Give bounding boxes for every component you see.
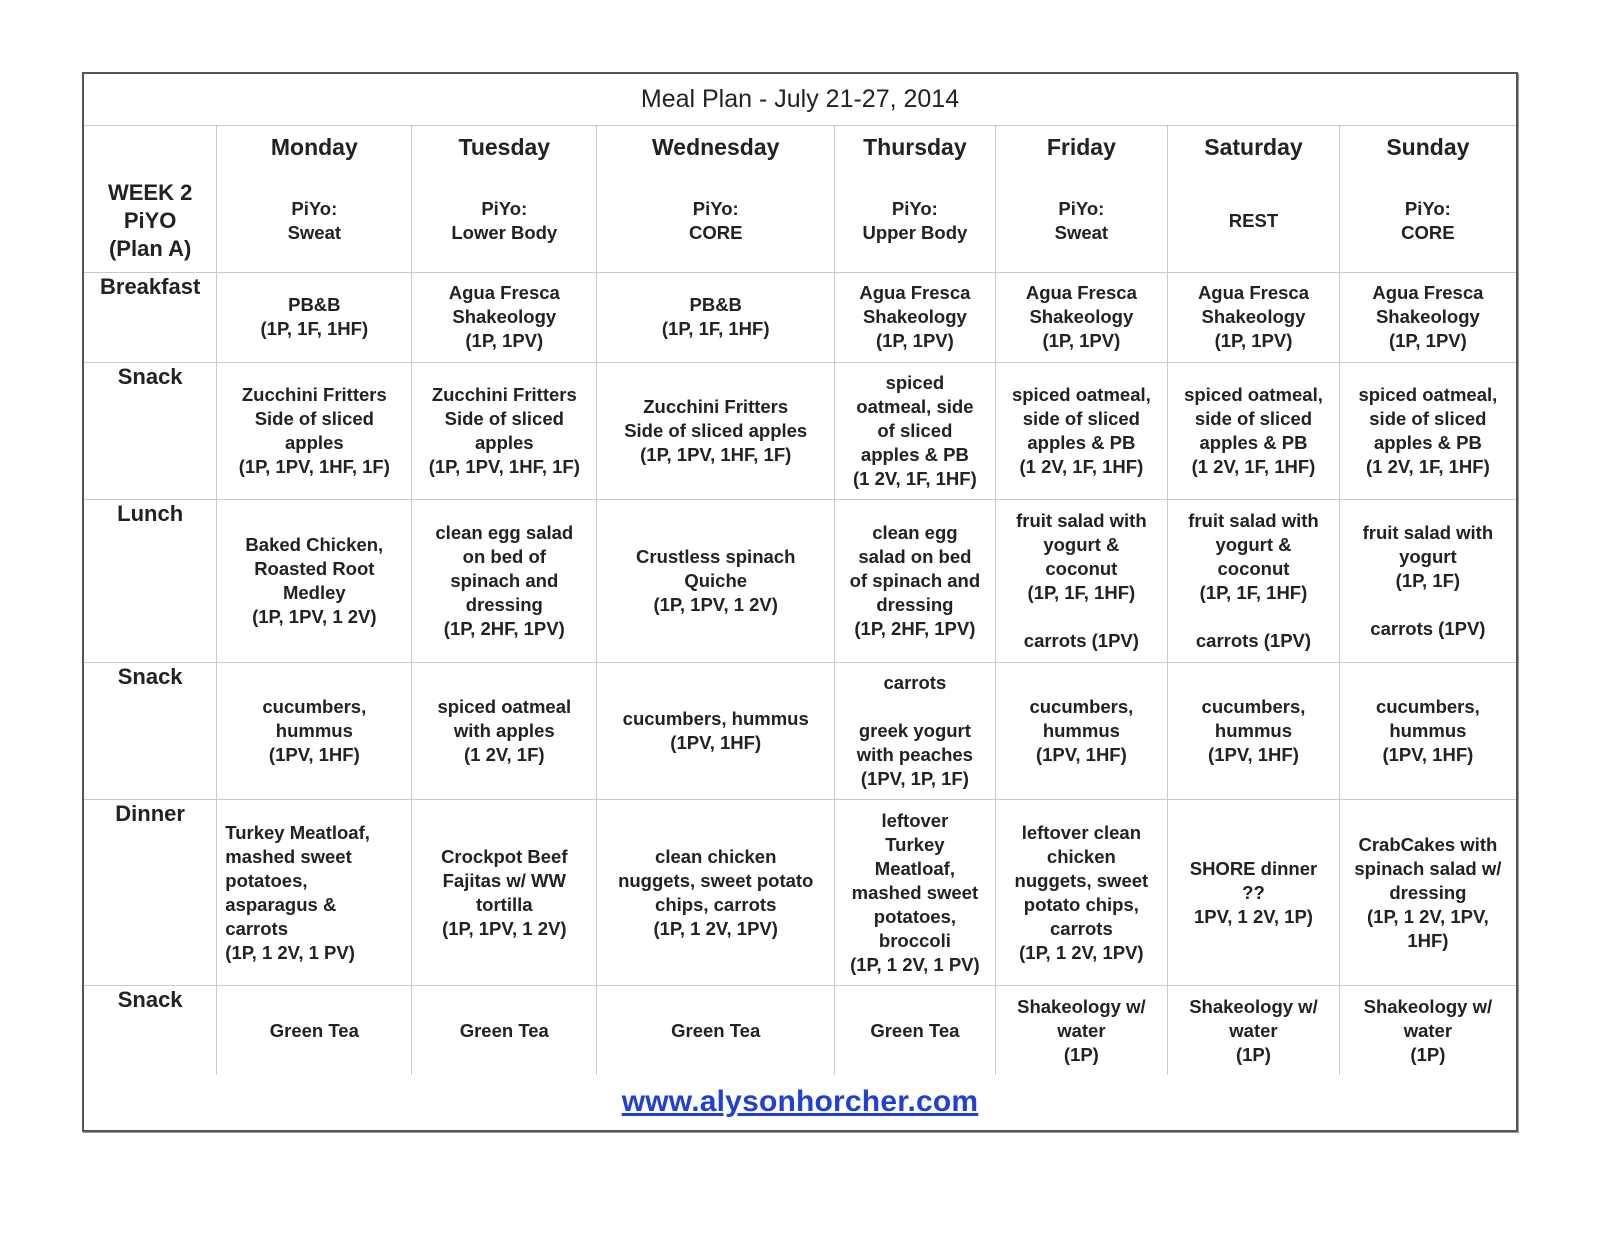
footer <box>84 1075 1516 1130</box>
meal-cell-line: Agua Fresca <box>1197 282 1309 304</box>
meal-cell-lunch-friday <box>995 499 1168 663</box>
meal-cell-line: (1P, 1 2V, 1PV) <box>653 917 778 939</box>
day-header-thursday: Thursday <box>835 125 995 170</box>
meal-cell-line: spiced <box>885 371 945 393</box>
meal-cell-line: (1P, 1F, 1HF) <box>260 318 369 340</box>
meal-cell-line: Shakeology <box>1201 306 1306 328</box>
meal-cell-line <box>1174 605 1333 629</box>
meal-cell-line: Fajitas w/ WW <box>442 869 566 891</box>
meal-cell-line: hummus <box>275 720 353 742</box>
meal-cell-line: leftover <box>881 809 949 831</box>
meal-cell-afternoon-snack-monday <box>217 663 412 800</box>
meal-cell-afternoon-snack-wednesday <box>597 663 835 800</box>
meal-cell-evening-snack-saturday <box>1168 986 1340 1075</box>
meal-cell-workout-friday <box>995 170 1168 272</box>
meal-cell-line: Meatloaf, <box>874 857 955 879</box>
meal-cell-line: asparagus & <box>225 893 337 915</box>
meal-cell-line: (1PV, 1HF) <box>670 732 762 754</box>
meal-cell-line: (1P, 2HF, 1PV) <box>443 617 565 639</box>
meal-cell-line: (1P, 1PV, 1HF, 1F) <box>640 443 792 465</box>
meal-cell-afternoon-snack-saturday <box>1168 663 1340 800</box>
meal-cell-line: potato chips, <box>1023 893 1139 915</box>
row-label-lunch <box>84 499 217 663</box>
meal-cell-line: (1 2V, 1F, 1HF) <box>853 467 977 489</box>
day-header-saturday: Saturday <box>1168 125 1340 170</box>
row-label-breakfast <box>84 272 217 362</box>
meal-cell-line: Crockpot Beef <box>441 845 568 867</box>
meal-row-breakfast <box>84 272 1516 362</box>
meal-cell-line: Shakeology w/ <box>1363 995 1493 1017</box>
meal-cell-line: hummus <box>1042 720 1120 742</box>
row-label-line: Lunch <box>117 500 184 526</box>
meal-plan-sheet <box>82 72 1518 1132</box>
meal-cell-workout-tuesday <box>412 170 597 272</box>
row-label-dinner <box>84 800 217 986</box>
meal-cell-afternoon-snack-thursday <box>835 663 995 800</box>
meal-cell-line: tortilla <box>476 893 533 915</box>
row-label-line: Snack <box>117 987 183 1013</box>
meal-cell-line: carrots <box>883 672 947 694</box>
meal-cell-line: apples & PB <box>1199 431 1308 453</box>
page-title: Meal Plan - July 21-27, 2014 <box>84 74 1516 125</box>
meal-cell-line: fruit salad with <box>1016 509 1147 531</box>
meal-cell-line: yogurt & <box>1043 533 1120 555</box>
meal-cell-line: Shakeology <box>862 306 967 328</box>
meal-cell-dinner-monday <box>217 800 412 986</box>
meal-cell-line: oatmeal, side <box>856 395 974 417</box>
meal-cell-line: (1P) <box>1410 1043 1446 1065</box>
meal-row-dinner <box>84 800 1516 986</box>
meal-cell-line: Agua Fresca <box>1372 282 1484 304</box>
meal-cell-line: carrots <box>1050 917 1113 939</box>
meal-cell-breakfast-friday <box>995 272 1168 362</box>
meal-cell-line <box>1002 605 1162 629</box>
meal-cell-line: Upper Body <box>862 221 968 243</box>
meal-cell-line: Green Tea <box>269 1019 359 1041</box>
meal-row-afternoon-snack <box>84 663 1516 800</box>
meal-cell-line: water <box>1403 1019 1453 1041</box>
meal-cell-line: hummus <box>1214 720 1293 742</box>
meal-cell-lunch-wednesday <box>597 499 835 663</box>
meal-cell-line: spiced oatmeal <box>437 696 572 718</box>
meal-cell-afternoon-snack-friday <box>995 663 1168 800</box>
meal-cell-line: (1P, 1 2V, 1PV) <box>1019 941 1144 963</box>
meal-cell-morning-snack-saturday <box>1168 362 1340 499</box>
day-header-row <box>84 125 1516 170</box>
meal-cell-line: (1P, 1F, 1HF) <box>1027 581 1136 603</box>
meal-cell-line: mashed sweet <box>851 881 979 903</box>
meal-cell-line: PiYo: <box>1058 197 1105 219</box>
meal-cell-morning-snack-sunday <box>1339 362 1516 499</box>
meal-cell-workout-wednesday <box>597 170 835 272</box>
row-label-afternoon-snack <box>84 663 217 800</box>
meal-cell-line: cucumbers, <box>1375 696 1480 718</box>
meal-cell-dinner-tuesday <box>412 800 597 986</box>
meal-cell-line: SHORE dinner <box>1189 857 1318 879</box>
meal-cell-line: Medley <box>282 581 346 603</box>
meal-cell-workout-sunday <box>1339 170 1516 272</box>
meal-cell-line: (1P, 1 2V, 1 PV) <box>225 941 355 963</box>
meal-cell-line: spiced oatmeal, <box>1358 383 1498 405</box>
meal-cell-evening-snack-thursday <box>835 986 995 1075</box>
meal-cell-line: PiYo: <box>891 197 938 219</box>
meal-cell-line: Shakeology w/ <box>1017 995 1146 1017</box>
meal-cell-line <box>841 695 988 719</box>
website-link[interactable]: www.alysonhorcher.com <box>621 1085 979 1119</box>
meal-cell-line: Sweat <box>1054 221 1109 243</box>
meal-cell-morning-snack-friday <box>995 362 1168 499</box>
meal-cell-line: PiYo: <box>1404 197 1451 219</box>
meal-cell-line: cucumbers, <box>1029 696 1134 718</box>
meal-cell-afternoon-snack-tuesday <box>412 663 597 800</box>
meal-cell-line: Shakeology <box>1029 306 1134 328</box>
meal-cell-line: Green Tea <box>459 1019 549 1041</box>
meal-cell-line: CORE <box>1401 221 1455 243</box>
meal-cell-line: PB&B <box>689 294 742 316</box>
meal-cell-line: on bed of <box>462 545 546 567</box>
meal-cell-dinner-thursday <box>835 800 995 986</box>
meal-cell-line: (1P) <box>1235 1043 1271 1065</box>
meal-cell-line: apples <box>285 431 344 453</box>
meal-cell-lunch-sunday <box>1339 499 1516 663</box>
meal-cell-line: PB&B <box>288 294 341 316</box>
meal-cell-line: (1PV, 1HF) <box>1035 744 1127 766</box>
meal-cell-line: salad on bed <box>858 545 972 567</box>
meal-cell-line: (1P, 1PV) <box>1388 330 1467 352</box>
meal-cell-line: mashed sweet <box>225 845 352 867</box>
meal-cell-line: potatoes, <box>225 869 308 891</box>
meal-cell-lunch-tuesday <box>412 499 597 663</box>
meal-cell-line: (1 2V, 1F) <box>464 744 545 766</box>
meal-cell-line: (1P, 1PV, 1 2V) <box>252 605 377 627</box>
meal-cell-line: Agua Fresca <box>1025 282 1137 304</box>
meal-cell-line: Turkey Meatloaf, <box>225 821 370 843</box>
meal-cell-line: potatoes, <box>873 905 956 927</box>
row-label-line: Dinner <box>115 801 185 827</box>
meal-cell-breakfast-sunday <box>1339 272 1516 362</box>
meal-cell-dinner-friday <box>995 800 1168 986</box>
meal-cell-line: Roasted Root <box>254 557 375 579</box>
meal-cell-line: (1 2V, 1F, 1HF) <box>1019 455 1144 477</box>
meal-cell-lunch-monday <box>217 499 412 663</box>
meal-cell-evening-snack-monday <box>217 986 412 1075</box>
meal-cell-line: dressing <box>1389 881 1467 903</box>
meal-cell-workout-saturday <box>1168 170 1340 272</box>
meal-cell-line: spiced oatmeal, <box>1184 383 1323 405</box>
meal-cell-line: coconut <box>1217 557 1290 579</box>
meal-cell-line: (1P, 1F) <box>1395 569 1461 591</box>
meal-cell-morning-snack-monday <box>217 362 412 499</box>
meal-cell-morning-snack-thursday <box>835 362 995 499</box>
meal-cell-line: REST <box>1228 209 1279 231</box>
meal-cell-line: carrots <box>225 917 289 939</box>
meal-cell-line: (1P, 1PV, 1HF, 1F) <box>238 455 390 477</box>
meal-cell-line: (1P, 1F, 1HF) <box>661 318 770 340</box>
meal-cell-dinner-wednesday <box>597 800 835 986</box>
meal-cell-line: apples & PB <box>1027 431 1136 453</box>
day-header-sunday: Sunday <box>1339 125 1516 170</box>
day-header-wednesday: Wednesday <box>597 125 835 170</box>
meal-cell-line: leftover clean <box>1021 821 1141 843</box>
meal-cell-line: spinach and <box>450 569 559 591</box>
row-label-line: WEEK 2 <box>107 179 193 205</box>
meal-cell-line: nuggets, sweet <box>1014 869 1149 891</box>
meal-cell-lunch-thursday <box>835 499 995 663</box>
meal-cell-line: Zucchini Fritters <box>241 383 387 405</box>
day-header-friday: Friday <box>995 125 1168 170</box>
meal-cell-line: (1PV, 1HF) <box>1382 744 1474 766</box>
meal-cell-line: (1P, 1PV, 1HF, 1F) <box>428 455 580 477</box>
meal-cell-line: apples & PB <box>1373 431 1482 453</box>
row-label-line: Snack <box>117 664 183 690</box>
meal-cell-line: Side of sliced <box>254 407 374 429</box>
meal-cell-line: water <box>1057 1019 1106 1041</box>
meal-cell-line: (1PV, 1HF) <box>268 744 360 766</box>
meal-cell-line: (1P, 1 2V, 1 PV) <box>850 953 980 975</box>
row-label-morning-snack <box>84 362 217 499</box>
meal-cell-line: hummus <box>1389 720 1467 742</box>
meal-cell-line: Zucchini Fritters <box>431 383 577 405</box>
meal-cell-line: clean egg salad <box>435 521 574 543</box>
meal-cell-line: Green Tea <box>870 1019 960 1041</box>
meal-cell-line: Quiche <box>684 569 748 591</box>
meal-cell-line: (1 2V, 1F, 1HF) <box>1191 455 1316 477</box>
meal-cell-lunch-saturday <box>1168 499 1340 663</box>
meal-cell-line: Agua Fresca <box>448 282 560 304</box>
meal-cell-line: (1P, 2HF, 1PV) <box>854 617 976 639</box>
row-label-line: Snack <box>117 363 183 389</box>
day-header-monday: Monday <box>217 125 412 170</box>
meal-cell-line: Shakeology w/ <box>1189 995 1318 1017</box>
meal-row-evening-snack <box>84 986 1516 1075</box>
meal-cell-line <box>1346 593 1510 617</box>
meal-cell-line: Zucchini Fritters <box>643 395 789 417</box>
meal-cell-breakfast-wednesday <box>597 272 835 362</box>
meal-cell-line: fruit salad with <box>1362 521 1494 543</box>
meal-cell-line: carrots (1PV) <box>1370 617 1486 639</box>
meal-cell-line: Agua Fresca <box>859 282 971 304</box>
meal-cell-line: chips, carrots <box>655 893 777 915</box>
meal-cell-line: (1PV, 1HF) <box>1208 744 1299 766</box>
meal-cell-morning-snack-wednesday <box>597 362 835 499</box>
row-label-line: (Plan A) <box>108 235 192 261</box>
meal-cell-line: apples & PB <box>860 443 969 465</box>
meal-cell-line: (1P, 1 2V, 1PV, <box>1367 905 1489 927</box>
meal-cell-morning-snack-tuesday <box>412 362 597 499</box>
meal-cell-line: (1P, 1PV, 1 2V) <box>442 917 567 939</box>
meal-cell-line: of spinach and <box>849 569 981 591</box>
meal-cell-line: PiYo: <box>692 197 739 219</box>
day-header-tuesday: Tuesday <box>412 125 597 170</box>
meal-cell-dinner-saturday <box>1168 800 1340 986</box>
meal-cell-line: (1P) <box>1063 1043 1099 1065</box>
meal-cell-line: 1PV, 1 2V, 1P) <box>1193 905 1313 927</box>
meal-cell-line: PiYo: <box>291 197 338 219</box>
meal-cell-line: PiYo: <box>481 197 528 219</box>
meal-cell-line: nuggets, sweet potato <box>618 869 814 891</box>
meal-cell-line: fruit salad with <box>1188 509 1319 531</box>
meal-cell-line: Lower Body <box>451 221 558 243</box>
meal-cell-line: (1P, 1PV) <box>1042 330 1121 352</box>
meal-cell-line: carrots (1PV) <box>1023 629 1139 651</box>
meal-cell-line: (1PV, 1P, 1F) <box>860 768 969 790</box>
meal-cell-line: Side of sliced <box>444 407 564 429</box>
meal-cell-breakfast-monday <box>217 272 412 362</box>
meal-row-morning-snack <box>84 362 1516 499</box>
meal-cell-line: Green Tea <box>671 1019 761 1041</box>
meal-cell-line: Turkey <box>885 833 945 855</box>
meal-cell-line: CORE <box>688 221 743 243</box>
meal-cell-line: coconut <box>1045 557 1118 579</box>
meal-cell-line: apples <box>474 431 534 453</box>
meal-cell-line: with peaches <box>856 744 973 766</box>
meal-cell-evening-snack-wednesday <box>597 986 835 1075</box>
meal-cell-afternoon-snack-sunday <box>1339 663 1516 800</box>
meal-cell-line: yogurt & <box>1215 533 1292 555</box>
meal-cell-line: dressing <box>876 593 954 615</box>
meal-cell-line: spiced oatmeal, <box>1011 383 1151 405</box>
meal-cell-line: (1P, 1PV) <box>1214 330 1293 352</box>
meal-cell-line: cucumbers, <box>1201 696 1306 718</box>
meal-cell-breakfast-tuesday <box>412 272 597 362</box>
meal-cell-line: with apples <box>453 720 555 742</box>
meal-cell-breakfast-thursday <box>835 272 995 362</box>
meal-row-lunch <box>84 499 1516 663</box>
meal-cell-evening-snack-sunday <box>1339 986 1516 1075</box>
meal-cell-line: cucumbers, <box>262 696 367 718</box>
meal-cell-line: carrots (1PV) <box>1195 629 1312 651</box>
corner-cell <box>84 125 217 170</box>
meal-cell-line: broccoli <box>878 929 951 951</box>
meal-cell-line: Crustless spinach <box>636 545 796 567</box>
meal-row-workout <box>84 170 1516 272</box>
meal-cell-line: side of sliced <box>1194 407 1313 429</box>
meal-cell-line: (1P, 1F, 1HF) <box>1199 581 1308 603</box>
meal-cell-line: spinach salad w/ <box>1354 857 1502 879</box>
meal-cell-dinner-sunday <box>1339 800 1516 986</box>
meal-cell-line: dressing <box>465 593 543 615</box>
meal-cell-line: 1HF) <box>1407 929 1449 951</box>
meal-cell-line: Side of sliced apples <box>624 419 808 441</box>
meal-cell-line: ?? <box>1242 881 1265 903</box>
meal-cell-line: side of sliced <box>1022 407 1140 429</box>
meal-cell-line: (1 2V, 1F, 1HF) <box>1366 455 1490 477</box>
meal-cell-line: of sliced <box>877 419 953 441</box>
meal-cell-workout-monday <box>217 170 412 272</box>
meal-cell-line: Shakeology <box>1375 306 1480 328</box>
meal-cell-line: Baked Chicken, <box>245 533 384 555</box>
meal-cell-line: yogurt <box>1399 545 1457 567</box>
meal-cell-line: (1P, 1PV) <box>875 330 954 352</box>
row-label-evening-snack <box>84 986 217 1075</box>
meal-cell-line: (1P, 1PV) <box>465 330 544 352</box>
row-label-line: PiYO <box>123 207 177 233</box>
meal-cell-line: CrabCakes with <box>1358 833 1498 855</box>
meal-cell-line: clean chicken <box>655 845 777 867</box>
meal-cell-line: cucumbers, hummus <box>622 708 809 730</box>
meal-plan-table <box>84 74 1516 1130</box>
meal-cell-line: (1P, 1PV, 1 2V) <box>653 593 778 615</box>
meal-cell-line: chicken <box>1046 845 1116 867</box>
meal-cell-line: water <box>1229 1019 1278 1041</box>
meal-cell-line: greek yogurt <box>858 720 971 742</box>
meal-cell-breakfast-saturday <box>1168 272 1340 362</box>
meal-cell-line: clean egg <box>872 521 958 543</box>
row-label-workout <box>84 170 217 272</box>
meal-cell-evening-snack-tuesday <box>412 986 597 1075</box>
meal-cell-line: Shakeology <box>452 306 557 328</box>
meal-cell-workout-thursday <box>835 170 995 272</box>
row-label-line: Breakfast <box>100 273 201 299</box>
meal-cell-line: Sweat <box>287 221 342 243</box>
meal-cell-evening-snack-friday <box>995 986 1168 1075</box>
meal-cell-line: side of sliced <box>1369 407 1487 429</box>
